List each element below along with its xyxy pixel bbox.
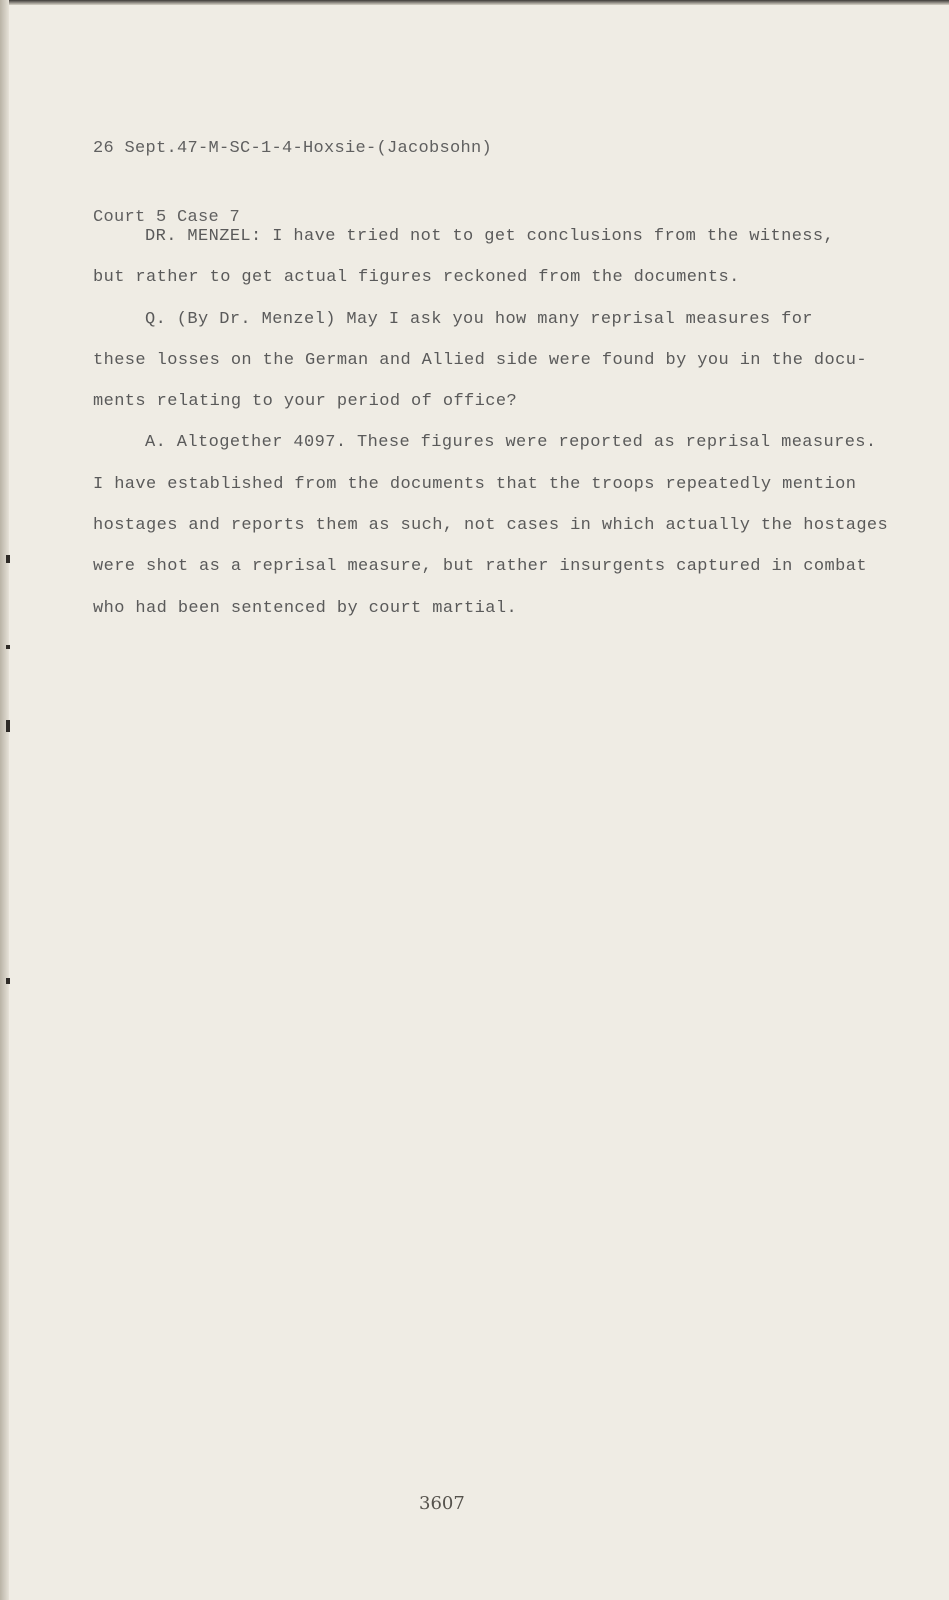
transcript-line: who had been sentenced by court martial. [93, 598, 518, 618]
page-top-edge [0, 0, 949, 5]
transcript-line: A. Altogether 4097. These figures were reported as reprisal measures. [145, 433, 877, 453]
transcript-line: these losses on the German and Allied side were found by you in the docu- [93, 350, 867, 370]
transcript-line: Q. (By Dr. Menzel) May I ask you how many reprisal measures for [145, 309, 813, 329]
header-reference-line: 26 Sept.47-M-SC-1-4-Hoxsie-(Jacobsohn) [93, 139, 493, 158]
page-number: 3607 [419, 1493, 465, 1514]
binding-mark [6, 645, 10, 649]
page-left-edge [0, 0, 9, 1600]
binding-mark [6, 720, 10, 732]
transcript-line: I have established from the documents that the troops repeatedly mention [93, 474, 857, 494]
transcript-line: hostages and reports them as such, not cases in which actually the hostages [93, 516, 889, 536]
binding-mark [6, 555, 10, 563]
transcript-line: DR. MENZEL: I have tried not to get conclusions from the witness, [145, 227, 835, 246]
transcript-body [93, 216, 889, 629]
binding-mark [6, 978, 10, 984]
transcript-line: were shot as a reprisal measure, but rather insurgents captured in combat [93, 557, 867, 577]
header-court-case-line: Court 5 Case 7 [93, 208, 241, 227]
transcript-line: but rather to get actual figures reckoned from the documents. [93, 268, 740, 288]
transcript-line: ments relating to your period of office? [93, 392, 518, 412]
